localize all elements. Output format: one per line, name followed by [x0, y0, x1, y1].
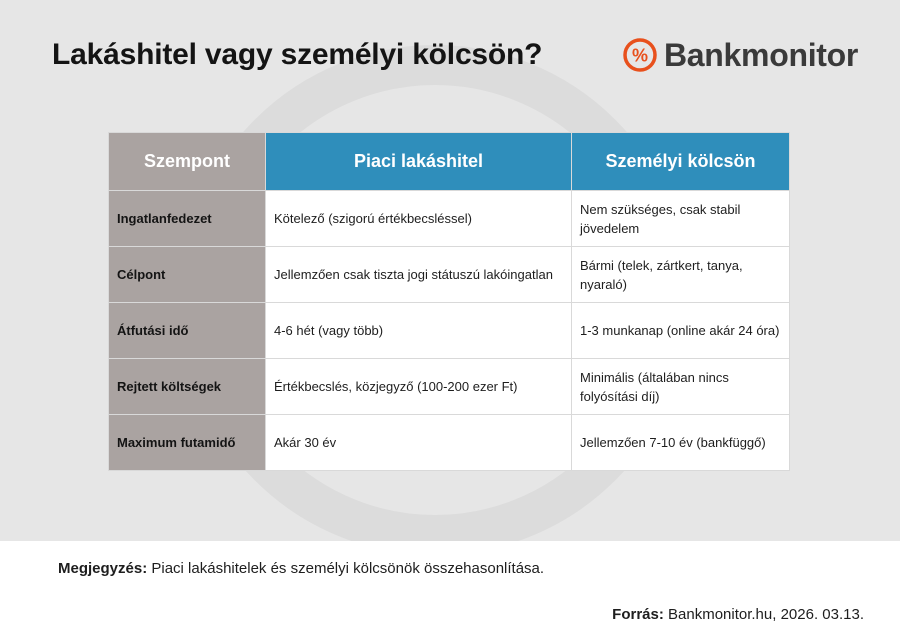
table-row	[109, 247, 790, 303]
personal-loan-cell: Jellemzően 7-10 év (bankfüggő)	[572, 415, 790, 471]
mortgage-cell: Kötelező (szigorú értékbecsléssel)	[266, 191, 572, 247]
brand-logo	[622, 36, 858, 74]
page-title: Lakáshitel vagy személyi kölcsön?	[52, 38, 543, 71]
mortgage-cell: Akár 30 év	[266, 415, 572, 471]
source-line	[612, 606, 864, 623]
column-header-criterion: Szempont	[109, 133, 266, 191]
percent-logo-icon	[622, 37, 658, 73]
mortgage-cell: Értékbecslés, közjegyző (100-200 ezer Ft)	[266, 359, 572, 415]
table-row	[109, 359, 790, 415]
mortgage-cell: 4-6 hét (vagy több)	[266, 303, 572, 359]
source-label: Forrás:	[612, 606, 664, 623]
note-text: Piaci lakáshitelek és személyi kölcsönök összehasonlítása.	[147, 560, 545, 577]
source-text: Bankmonitor.hu, 2026. 03.13.	[663, 606, 864, 623]
footnote	[58, 560, 544, 577]
column-header-mortgage: Piaci lakáshitel	[266, 133, 572, 191]
table-header-row	[109, 133, 790, 191]
row-header: Ingatlanfedezet	[109, 191, 266, 247]
row-header: Átfutási idő	[109, 303, 266, 359]
comparison-table	[108, 132, 790, 471]
logo-text: Bankmonitor	[664, 36, 859, 73]
personal-loan-cell: 1-3 munkanap (online akár 24 óra)	[572, 303, 790, 359]
row-header: Rejtett költségek	[109, 359, 266, 415]
row-header: Maximum futamidő	[109, 415, 266, 471]
mortgage-cell: Jellemzően csak tiszta jogi státuszú lakóingatlan	[266, 247, 572, 303]
table-row	[109, 303, 790, 359]
personal-loan-cell: Bármi (telek, zártkert, tanya, nyaraló)	[572, 247, 790, 303]
personal-loan-cell: Minimális (általában nincs folyósítási díj)	[572, 359, 790, 415]
personal-loan-cell: Nem szükséges, csak stabil jövedelem	[572, 191, 790, 247]
column-header-personal-loan: Személyi kölcsön	[572, 133, 790, 191]
logo-symbol: %	[631, 45, 649, 66]
table-row	[109, 191, 790, 247]
table-row	[109, 415, 790, 471]
note-label: Megjegyzés:	[58, 560, 148, 577]
row-header: Célpont	[109, 247, 266, 303]
